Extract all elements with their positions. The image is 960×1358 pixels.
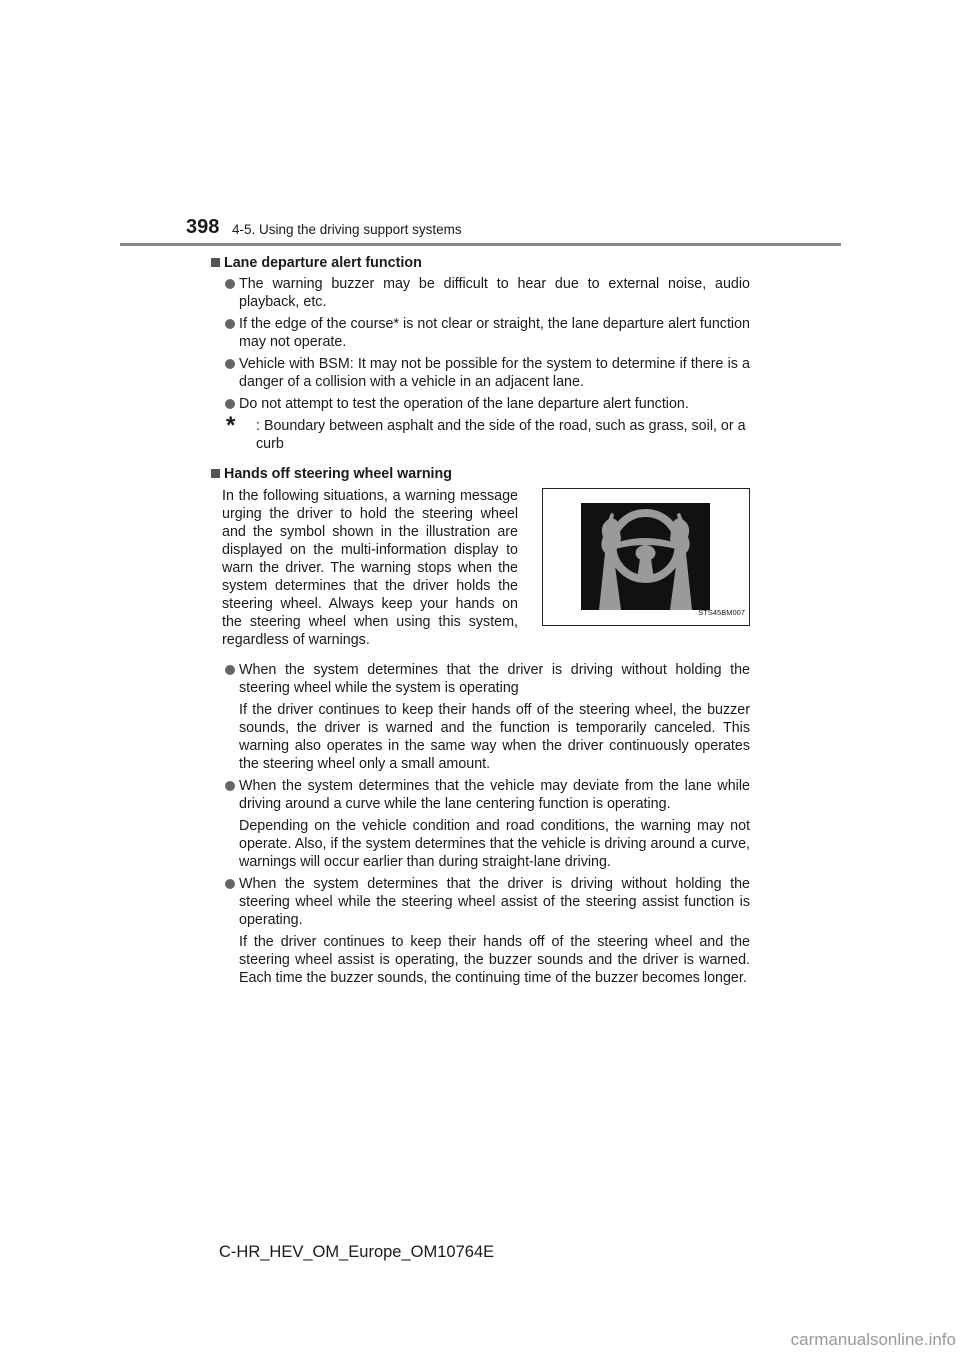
footnote-mark: * <box>226 412 236 439</box>
watermark-link[interactable]: carmanualsonline.info <box>790 1330 956 1349</box>
hands-off-heading: Hands off steering wheel warning <box>210 465 750 483</box>
header-rule <box>120 243 841 246</box>
list-item: If the edge of the course* is not clear or straight, the lane departure alert function may not operate. <box>210 315 750 351</box>
hands-off-intro: In the following situations, a warning message urging the driver to hold the steering wheel and the symbol shown in the illustration are displayed on the multi-information display to warn the driver. The warning stops when the system determines that the driver holds the steering wheel. Always keep your hands on the steering wheel when using this system, regardless of warnings. <box>222 488 518 648</box>
list-item-detail: If the driver continues to keep their hands off of the steering wheel and the steering wheel assist is operating, the buzzer sounds and the driver is warned. Each time the buzzer sounds, the continuing time of the buzzer becomes longer. <box>239 934 750 986</box>
hands-on-steering-wheel-icon <box>581 503 710 610</box>
page-content <box>210 254 750 991</box>
list-item: Do not attempt to test the operation of the lane departure alert function. <box>210 395 750 413</box>
section-title: 4-5. Using the driving support systems <box>232 222 462 237</box>
document-code: C-HR_HEV_OM_Europe_OM10764E <box>219 1243 495 1261</box>
footnote-text: : Boundary between asphalt and the side of the road, such as grass, soil, or a curb <box>256 418 746 452</box>
list-item-detail: If the driver continues to keep their hands off of the steering wheel, the buzzer sounds, the driver is warned and the function is temporarily canceled. This warning also operates in the same way when the driver continuously operates the steering wheel only a small amount. <box>239 702 750 772</box>
footnote <box>210 412 750 453</box>
hands-off-figure-row <box>210 487 750 649</box>
list-item: The warning buzzer may be difficult to hear due to external noise, audio playback, etc. <box>210 275 750 311</box>
illustration-frame <box>542 488 750 626</box>
list-item: When the system determines that the driver is driving without holding the steering wheel while the system is operating <box>210 661 750 697</box>
list-item: Vehicle with BSM: It may not be possible for the system to determine if there is a danger of a collision with a vehicle in an adjacent lane. <box>210 355 750 391</box>
list-item: When the system determines that the vehicle may deviate from the lane while driving around a curve while the lane centering function is operating. <box>210 777 750 813</box>
figure-code: STS45BM007 <box>698 608 745 617</box>
lane-departure-heading: Lane departure alert function <box>210 254 750 272</box>
list-item-detail: Depending on the vehicle condition and road conditions, the warning may not operate. Also, if the system determines that the vehicle is driving around a curve, warnings will occur earlier than during straight-lane driving. <box>239 818 750 870</box>
page-number: 398 <box>186 216 220 238</box>
list-item: When the system determines that the driver is driving without holding the steering wheel while the steering wheel assist of the steering assist function is operating. <box>210 875 750 929</box>
